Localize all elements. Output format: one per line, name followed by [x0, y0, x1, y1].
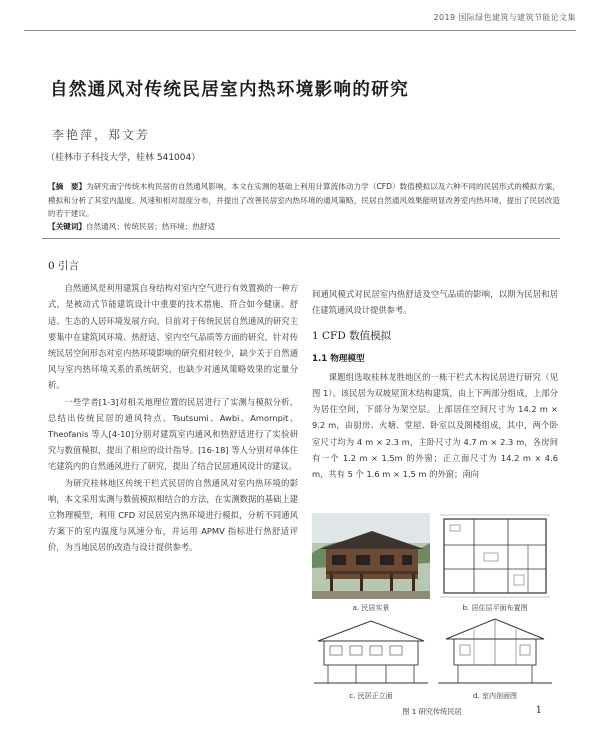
intro-continuation: 间通风模式对民居室内热舒适及空气品质的影响，以期为民居和居住建筑通风设计提供参考。 [312, 289, 558, 316]
elevation-drawing [312, 615, 430, 689]
intro-paragraph: 为研究桂林地区传统干栏式民居的自然通风对室内热环境的影响，本文采用实测与数值模拟相结合的方法，在实测数据的基础上建立物理模型，利用 CFD 对民居室内热环境进行模拟，分析不同通风方案下的室内温度与风速分布，并运用 APMV 指标进行热舒适评价，为当地民居的改造与设计提供参考。 [48, 477, 298, 553]
abstract-label: 【摘 要】 [48, 182, 87, 191]
section-heading-cfd: 1 CFD 数值模拟 [312, 330, 392, 343]
section-heading-intro: 0 引言 [48, 260, 80, 272]
right-column [312, 286, 558, 482]
section-drawing [436, 615, 554, 689]
floor-plan-drawing [436, 513, 554, 599]
model-paragraph: 课题组选取桂林龙胜地区的一栋干栏式木构民居进行研究（见图 1）。该民居为双坡屋顶木结构建筑，由上下两部分组成，上部分为居住空间，下部分为架空层。上部居住空间尺寸为 14.2 m × 9.2 m，由厨房、火塘、堂屋、卧室以及阁楼组成，其中，两个卧室尺寸均为 4 m × 2.3 m，主卧尺寸为 4.7 m × 2.3 m，各房间有一个 1.2 m × 1.5m 的外窗；正立面尺寸为 14.2 m × 4.6 m，共有 5 个 1.6 m × 1.5 m 的外窗；南向 [312, 371, 558, 480]
subcaption-b: b. 居住层平面布置图 [462, 604, 528, 612]
affiliation: （桂林市子科技大学，桂林 541004） [46, 153, 201, 163]
figure-caption: 图 1 研究传统民居 [402, 707, 462, 716]
intro-paragraph: 一些学者[1-3]对相关地理位置的民居进行了实测与模拟分析，总结出传统民居的通风特点。Tsutsumi、Awbi、Amornpit、Theofanis 等人[4-10]分别对建筑室内通风和热舒适进行了实验研究与数值模拟，提出了相应的设计指导。[16-18] 等人分别对单体住宅建筑内的自然通风进行了研究，提出了结合民居通风设计的建议。 [48, 396, 298, 472]
abstract-text: 为研究南宁传统木构民居的自然通风影响，本文在实测的基础上利用计算流体动力学（CFD）数值模拟以及六种不同的民居形式的模拟方案，模拟和分析了其室内温度、风速和相对湿度分布，并提出了改善民居室内热环境的通风策略，民居自然通风效果能明显改善室内热环境，提出了民居改造的若干建议。 [48, 182, 561, 218]
keywords-label: 【关键词】 [48, 222, 86, 231]
paper-title: 自然通风对传统民居室内热环境影响的研究 [50, 80, 410, 100]
left-column [48, 254, 298, 556]
house-photo [312, 513, 430, 599]
subcaption-d: d. 室内剖面图 [473, 692, 517, 700]
abstract-rule [42, 238, 560, 239]
running-header: 2019 国际绿色建筑与建筑节能论文集 [433, 13, 576, 22]
header-rule [24, 30, 576, 31]
page-number: 1 [535, 705, 542, 716]
keywords-text: 自然通风；传统民居；热环境；热舒适 [85, 222, 216, 231]
subcaption-c: c. 民居正立面 [349, 692, 393, 700]
keywords [48, 221, 560, 232]
figure-1 [306, 511, 558, 716]
subsection-heading-model: 1.1 物理模型 [312, 353, 365, 364]
abstract [48, 180, 560, 221]
intro-paragraph: 自然通风是利用建筑自身结构对室内空气进行有效置换的一种方式，是被动式节能建筑设计中重要的技术措施，符合如今健康、舒适、生态的人居环境发展方向。目前对于传统民居自然通风的研究主要集中在建筑风环境、热舒适、室内空气品质等方面的研究，针对传统民居空间形态对室内热环境影响的研究相对较少，缺少关于自然通风与室内热环境关系的系统研究，也缺少对通风策略效果的定量分析。 [48, 283, 298, 391]
authors: 李艳萍，郑文芳 [52, 128, 151, 142]
subcaption-a: a. 民居实景 [352, 604, 390, 612]
